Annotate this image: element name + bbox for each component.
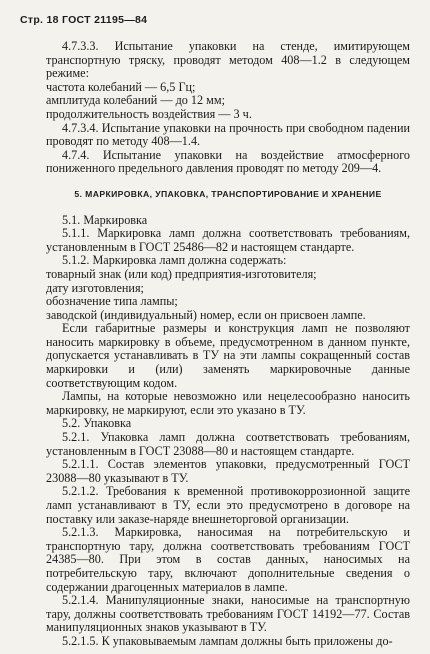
list-item-trademark: товарный знак (или код) предприятия-изготовителя;: [46, 266, 317, 281]
list-item-duration: продолжительность воздействия — 3 ч.: [46, 106, 252, 121]
list-item-frequency: частота колебаний — 6,5 Гц;: [46, 79, 196, 94]
paragraph-5-2-1-5: 5.2.1.5. К упаковываемым лампам должны быть приложены до-: [62, 633, 393, 648]
section-title: 5. МАРКИРОВКА, УПАКОВКА, ТРАНСПОРТИРОВАНИЕ И ХРАНЕНИЕ: [74, 188, 382, 199]
paragraph-4-7-3-3: 4.7.3.3. Испытание упаковки на стенде, имитирующем транспортную тряску, проводят методом 408—1.2 в следующем режиме:: [46, 39, 410, 81]
paragraph-4-7-3-4: 4.7.3.4. Испытание упаковки на прочность при свободном падении проводят по методу 408—1.4.: [46, 120, 410, 149]
paragraph-5-1-2: 5.1.2. Маркировка ламп должна содержать:: [62, 253, 287, 268]
paragraph-5-2-1-2: 5.2.1.2. Требования к временной противокоррозионной защите ламп устанавливают в ТУ, если это предусмотрено в договоре на поставку или заказе-наряде внешнеторговой организации.: [46, 484, 410, 526]
list-item-serial: заводской (индивидуальный) номер, если он присвоен лампе.: [46, 307, 366, 322]
paragraph-5-2-1-4: 5.2.1.4. Манипуляционные знаки, наносимые на транспортную тару, должны соответствовать требованиям ГОСТ 14192—77. Состав манипуляционных знаков указывают в ТУ.: [46, 593, 410, 635]
heading-5-2: 5.2. Упаковка: [62, 416, 132, 431]
heading-5-1: 5.1. Маркировка: [62, 212, 148, 227]
paragraph-5-1-1: 5.1.1. Маркировка ламп должна соответствовать требованиям, установленным в ГОСТ 25486—82 и настоящем стандарте.: [46, 226, 410, 254]
paragraph-4-7-4: 4.7.4. Испытание упаковки на воздействие атмосферного пониженного предельного давления проводят по методу 209—4.: [46, 147, 410, 176]
paragraph-5-2-1-1: 5.2.1.1. Состав элементов упаковки, предусмотренный ГОСТ 23088—80 указывают в ТУ.: [46, 457, 410, 485]
paragraph-5-2-1: 5.2.1. Упаковка ламп должна соответствовать требованиям, установленным в ГОСТ 23088—80 и настоящем стандарте.: [46, 430, 410, 458]
list-item-amplitude: амплитуда колебаний — до 12 мм;: [46, 93, 225, 108]
page-header: Стр. 18 ГОСТ 21195—84: [20, 14, 148, 26]
paragraph-5-2-1-3: 5.2.1.3. Маркировка, наносимая на потребительскую и транспортную тару, должна соответствовать требованиям ГОСТ 24385—80. При этом в состав данных, наносимых на потребительскую тару, включают дополнительные сведения о содержании драгоценных материалов в лампе.: [46, 525, 410, 594]
paragraph-5-1-2-no-marking: Лампы, на которые невозможно или нецелесообразно наносить маркировку, не маркируют, если это указано в ТУ.: [46, 389, 410, 417]
paragraph-5-1-2-dimensions: Если габаритные размеры и конструкция ламп не позволяют наносить маркировку в объеме, предусмотренном в данном пункте, допускается устанавливать в ТУ на эти лампы сокращенный состав маркировки и (или) заменять маркировочные данные соответствующим кодом.: [46, 321, 410, 390]
page-content: [46, 40, 410, 649]
list-item-type: обозначение типа лампы;: [46, 294, 178, 309]
list-item-date: дату изготовления;: [46, 280, 144, 295]
